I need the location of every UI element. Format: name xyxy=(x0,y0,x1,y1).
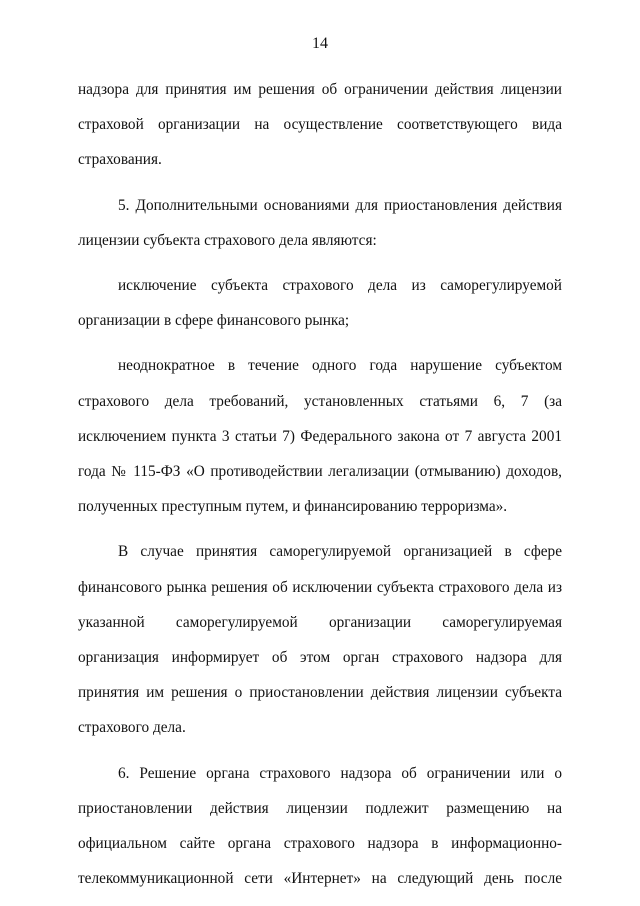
paragraph-violation-ground: неоднократное в течение одного года нарушение субъектом страхового дела требований, установленных статьями 6, 7 (за исключением пункта 3 статьи 7) Федерального закона от 7 августа 2001 года № 115-ФЗ «О противодействии легализации (отмыванию) доходов, полученных преступным путем, и финансированию терроризма». xyxy=(78,357,562,516)
page-number: 14 xyxy=(312,35,328,52)
paragraph-continuation: надзора для принятия им решения об ограничении действия лицензии страховой организации на осуществление соответствующего вида страхования. xyxy=(78,81,562,169)
paragraph-sro-notification: В случае принятия саморегулируемой организацией в сфере финансового рынка решения об исключении субъекта страхового дела из указанной саморегулируемой организации саморегулируемая организация информирует об этом орган страхового надзора для принятия им решения о приостановлении действия лицензии субъекта страхового дела. xyxy=(78,543,562,737)
document-body xyxy=(78,72,562,906)
paragraph-exclusion-ground: исключение субъекта страхового дела из саморегулируемой организации в сфере финансового рынка; xyxy=(78,277,562,330)
paragraph-item-5: 5. Дополнительными основаниями для приостановления действия лицензии субъекта страхового дела являются: xyxy=(78,196,562,249)
paragraph-item-6: 6. Решение органа страхового надзора об ограничении или о приостановлении действия лицензии подлежит размещению на официальном сайте органа страхового надзора в информационно-телекоммуникационной сети «Интернет» на следующий день после xyxy=(78,764,562,888)
